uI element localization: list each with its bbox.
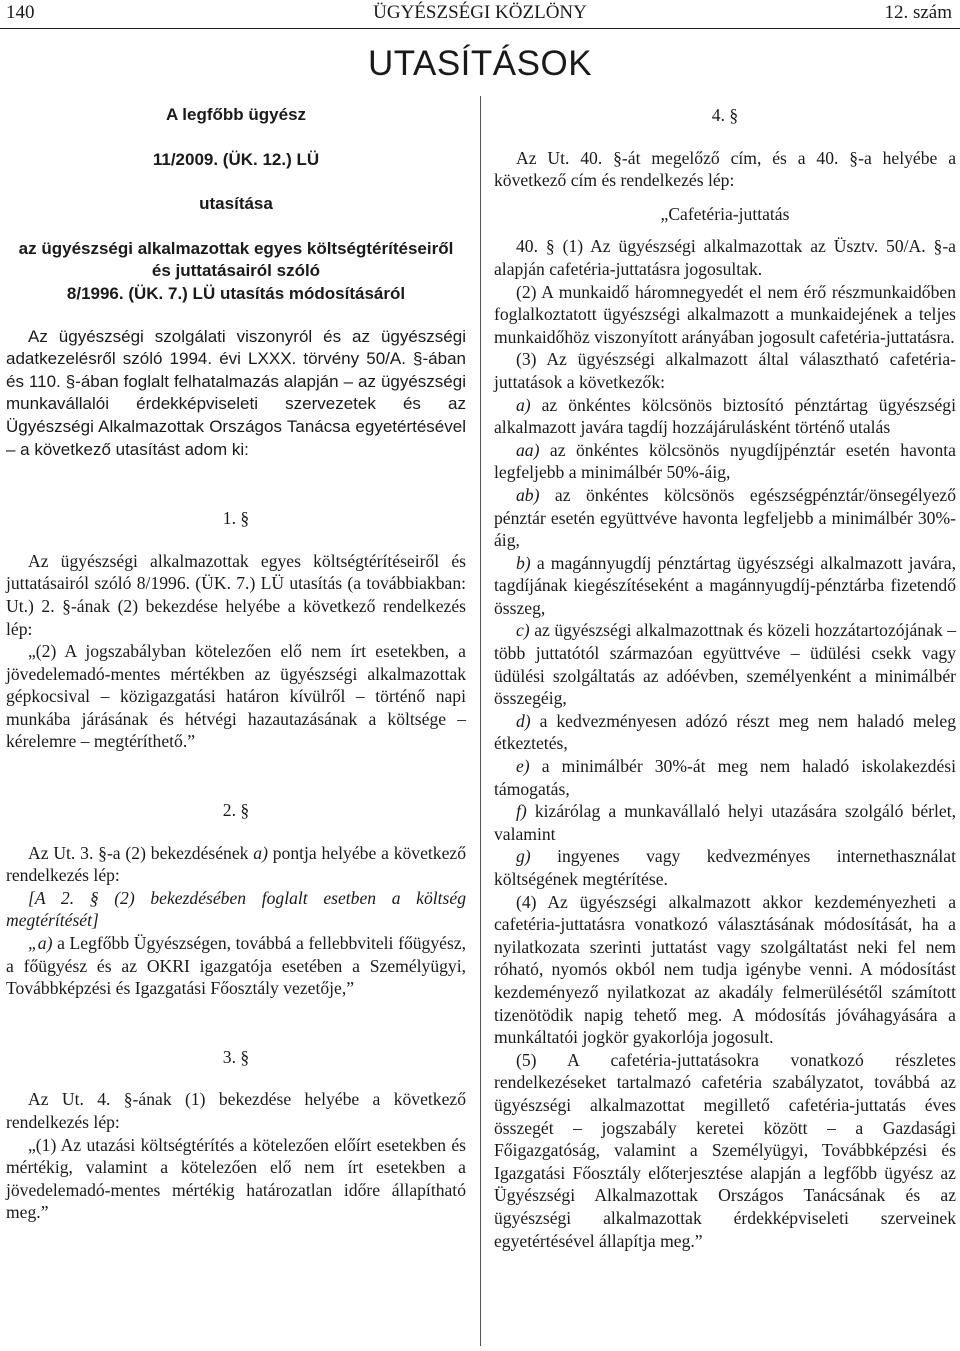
instruction-number: 11/2009. (ÜK. 12.) LÜ [152, 149, 320, 169]
section-1-intro: Az ügyészségi alkalmazottak egyes költségtérítéseiről és juttatásairól szóló 8/1996. (ÜK. 7.) LÜ utasítás (a továbbiakban: Ut.) 2. §-ának (2) bekezdése helyébe a következő rendelkezés lép: [6, 550, 466, 639]
list-item: c) az ügyészségi alkalmazottnak és közeli hozzátartozójának – több juttatótól származóan együttvéve – üdülési csekk vagy üdülési szolgáltatás az adóévben, személyenként a minimálbér összegéig, [494, 620, 956, 709]
list-item: e) a minimálbér 30%-át meg nem haladó iskolakezdési támogatás, [494, 756, 956, 799]
list-item: g) ingyenes vagy kedvezményes internethasználat költségének megtérítése. [494, 846, 956, 889]
subject-line-2: és juttatásairól szóló [151, 261, 321, 281]
journal-title: ÜGYÉSZSÉGI KÖZLÖNY [373, 2, 587, 23]
page-header [0, 0, 960, 29]
left-column [6, 104, 466, 1224]
paragraph-3: (3) Az ügyészségi alkalmazott által választható cafetéria-juttatások a következők: [494, 349, 956, 392]
list-item: aa) az önkéntes kölcsönös nyugdíjpénztár esetén havonta legfeljebb a minimálbér 50%-áig, [494, 439, 956, 483]
section-4-subtitle: „Cafetéria-juttatás [660, 203, 790, 224]
section-4-intro: Az Ut. 40. §-át megelőző cím, és a 40. §-a helyébe a következő cím és rendelkezés lép: [494, 147, 956, 191]
paragraph-4: (4) Az ügyészségi alkalmazott akkor kezdeményezheti a cafetéria-juttatásra vonatkozó választásának módosítását, ha a nyilatkozata szerinti juttatást vagy szolgáltatást neki fel nem róható, nyomós okból nem tudja igénybe venni. A módosítást kezdeményező nyilatkozat az akadály felmerülésétől számított tizenötödik napig tehető meg. A módosítás jóváhagyására a munkáltatói jogkör gyakorlója jogosult. [494, 891, 956, 1048]
section-1-heading: 1. § [222, 508, 250, 529]
list-item: b) a magánnyugdíj pénztártag ügyészségi alkalmazott javára, tagdíjának kiegészítéseként a magánnyugdíj-pénztárba fizetendő összeg, [494, 552, 956, 618]
page-number: 140 [6, 2, 35, 23]
paragraph-2: (2) A munkaidő háromnegyedét el nem érő részmunkaidőben foglalkoztatott ügyészségi alkalmazott a munkaidejének a teljes munkaidőhöz viszonyított arányában jogosult cafetéria-juttatásra. [494, 281, 956, 347]
paragraph-5: (5) A cafetéria-juttatásokra vonatkozó részletes rendelkezéseket tartalmazó cafetéria szabályzatot, továbbá az ügyészségi alkalmazottat megillető cafetéria-juttatás éves összegét – jogszabály keretei között – a Gazdasági Főigazgatóság, valamint a Személyügyi, Továbbképzési és Igazgatási Főosztály előterjesztése alapján a legfőbb ügyész az Ügyészségi Alkalmazottak Országos Tanácsának és az ügyészségi alkalmazottak érdekképviseleti szerveinek egyetértésével állapítja meg.” [494, 1049, 956, 1251]
document-type: utasítása [199, 194, 273, 214]
section-2-heading: 2. § [222, 800, 250, 821]
right-column [494, 104, 956, 1252]
section-2-bracket: [A 2. § (2) bekezdésében foglalt esetben a költség megtérítését] [6, 887, 466, 931]
issue-number: 12. szám [884, 2, 952, 23]
list-item: a) az önkéntes kölcsönös biztosító pénztártag ügyészségi alkalmazott javára tagdíj hozzájárulásként történő utalás [494, 394, 956, 438]
issuer: A legfőbb ügyész [165, 105, 307, 124]
preamble: Az ügyészségi szolgálati viszonyról és az ügyészségi adatkezelésről szóló 1994. évi LXXX. törvény 50/A. §-ában és 110. §-ában foglalt felhatalmazás alapján – az ügyészségi munkavállalói érdekképviseleti szervezetek és az Ügyészségi Alkalmazottak Országos Tanácsa egyetértésével – a következő utasítást adom ki: [6, 326, 466, 459]
list-item: f) kizárólag a munkavállaló helyi utazására szolgáló bérlet, valamint [494, 801, 956, 844]
list-item: ab) az önkéntes kölcsönös egészségpénztár/önsegélyező pénztár esetén együttvéve havonta legfeljebb a minimálbér 30%-áig, [494, 484, 956, 551]
section-1-quote: „(2) A jogszabályban kötelezően elő nem írt esetekben, a jövedelemadó-mentes mértékben az ügyészségi alkalmazottak gépkocsival – közigazgatási határon kívülről – történő napi munkába járásának és hétvégi hazautazásának a költsége – kérelemre – megtéríthető.” [6, 641, 466, 752]
section-3-quote: „(1) Az utazási költségtérítés a kötelezően előírt esetekben és mértékig, valamint a kötelezően elő nem írt esetekben a jövedelemadó-mentes mértékig határozatlan időre állapítható meg.” [6, 1134, 466, 1223]
section-3-intro: Az Ut. 4. §-ának (1) bekezdése helyébe a következő rendelkezés lép: [6, 1089, 466, 1132]
section-4-heading: 4. § [711, 105, 739, 125]
section-title: UTASÍTÁSOK [367, 44, 593, 83]
section-3-heading: 3. § [222, 1046, 250, 1067]
section-2-quote: „a) a Legfőbb Ügyészségen, továbbá a fellebbviteli főügyész, a főügyész és az OKRI igazgatója esetében a Személyügyi, Továbbképzési és Igazgatási Főosztály vezetője,” [6, 933, 466, 999]
section-2-intro: Az Ut. 3. §-a (2) bekezdésének a) pontja helyébe a következő rendelkezés lép: [6, 842, 466, 886]
column-divider [480, 96, 481, 1346]
list-item: d) a kedvezményesen adózó részt meg nem haladó meleg étkeztetés, [494, 710, 956, 754]
paragraph-1: 40. § (1) Az ügyészségi alkalmazottak az Üsztv. 50/A. §-a alapján cafetéria-juttatásra jogosultak. [494, 236, 956, 279]
subject-line-3: 8/1996. (ÜK. 7.) LÜ utasítás módosításáról [66, 283, 406, 303]
subject-line-1: az ügyészségi alkalmazottak egyes költségtérítéseiről [18, 238, 454, 258]
